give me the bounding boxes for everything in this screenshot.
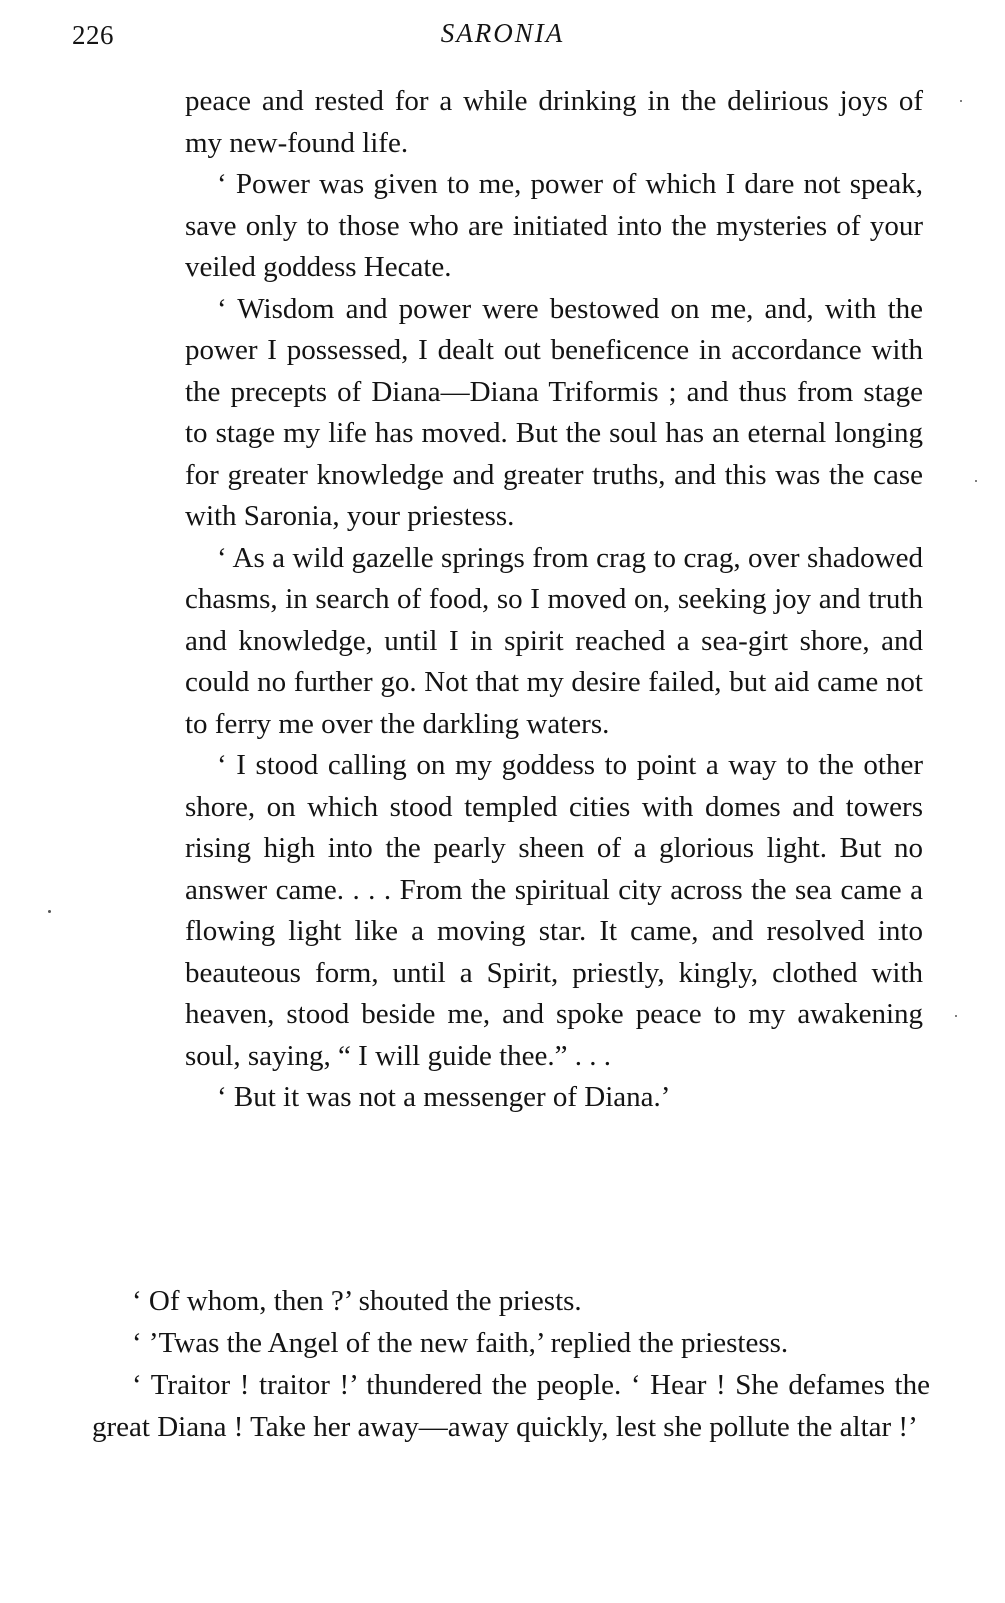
print-speck: [960, 100, 962, 102]
page-number: 226: [72, 20, 114, 50]
paragraph: ‘ Wisdom and power were bestowed on me, and, with the power I possessed, I dealt out beneficence in accordance with the precepts of Diana—Diana Triformis ; and thus from stage to stage my life has moved. But the soul has an eternal longing for greater knowledge and greater truths, and this was the case with Saronia, your priestess.: [185, 292, 923, 532]
narrative-block: [92, 1280, 930, 1448]
paragraph: ‘ Of whom, then ?’ shouted the priests.: [132, 1285, 582, 1317]
paragraph: ‘ Traitor ! traitor !’ thundered the people. ‘ Hear ! She defames the great Diana ! Take her away—away quickly, lest she pollute the altar !’: [92, 1369, 930, 1443]
running-title: SARONIA: [440, 18, 565, 48]
paragraph: ‘ But it was not a messenger of Diana.’: [217, 1081, 671, 1113]
paragraph: peace and rested for a while drinking in the delirious joys of my new-found life.: [185, 85, 923, 159]
print-speck: [975, 480, 977, 482]
paragraph: ‘ ’Twas the Angel of the new faith,’ replied the priestess.: [132, 1327, 789, 1359]
paragraph: ‘ Power was given to me, power of which I dare not speak, save only to those who are initiated into the mysteries of your veiled goddess Hecate.: [185, 168, 923, 283]
paragraph: ‘ As a wild gazelle springs from crag to crag, over shadowed chasms, in search of food, so I moved on, seeking joy and truth and knowledge, until I in spirit reached a sea-girt shore, and could no further go. Not that my desire failed, but aid came not to ferry me over the darkling waters.: [185, 541, 923, 740]
quoted-speech-block: [185, 81, 923, 1119]
paragraph: ‘ I stood calling on my goddess to point a way to the other shore, on which stood templed cities with domes and towers rising high into the pearly sheen of a glorious light. But no answer came. . . . From the spiritual city across the sea came a flowing light like a moving star. It came, and resolved into beauteous form, until a Spirit, priestly, kingly, clothed with heaven, stood beside me, and spoke peace to my awakening soul, saying, “ I will guide thee.” . . .: [185, 749, 923, 1072]
print-speck: [48, 910, 51, 913]
print-speck: [955, 1015, 957, 1017]
